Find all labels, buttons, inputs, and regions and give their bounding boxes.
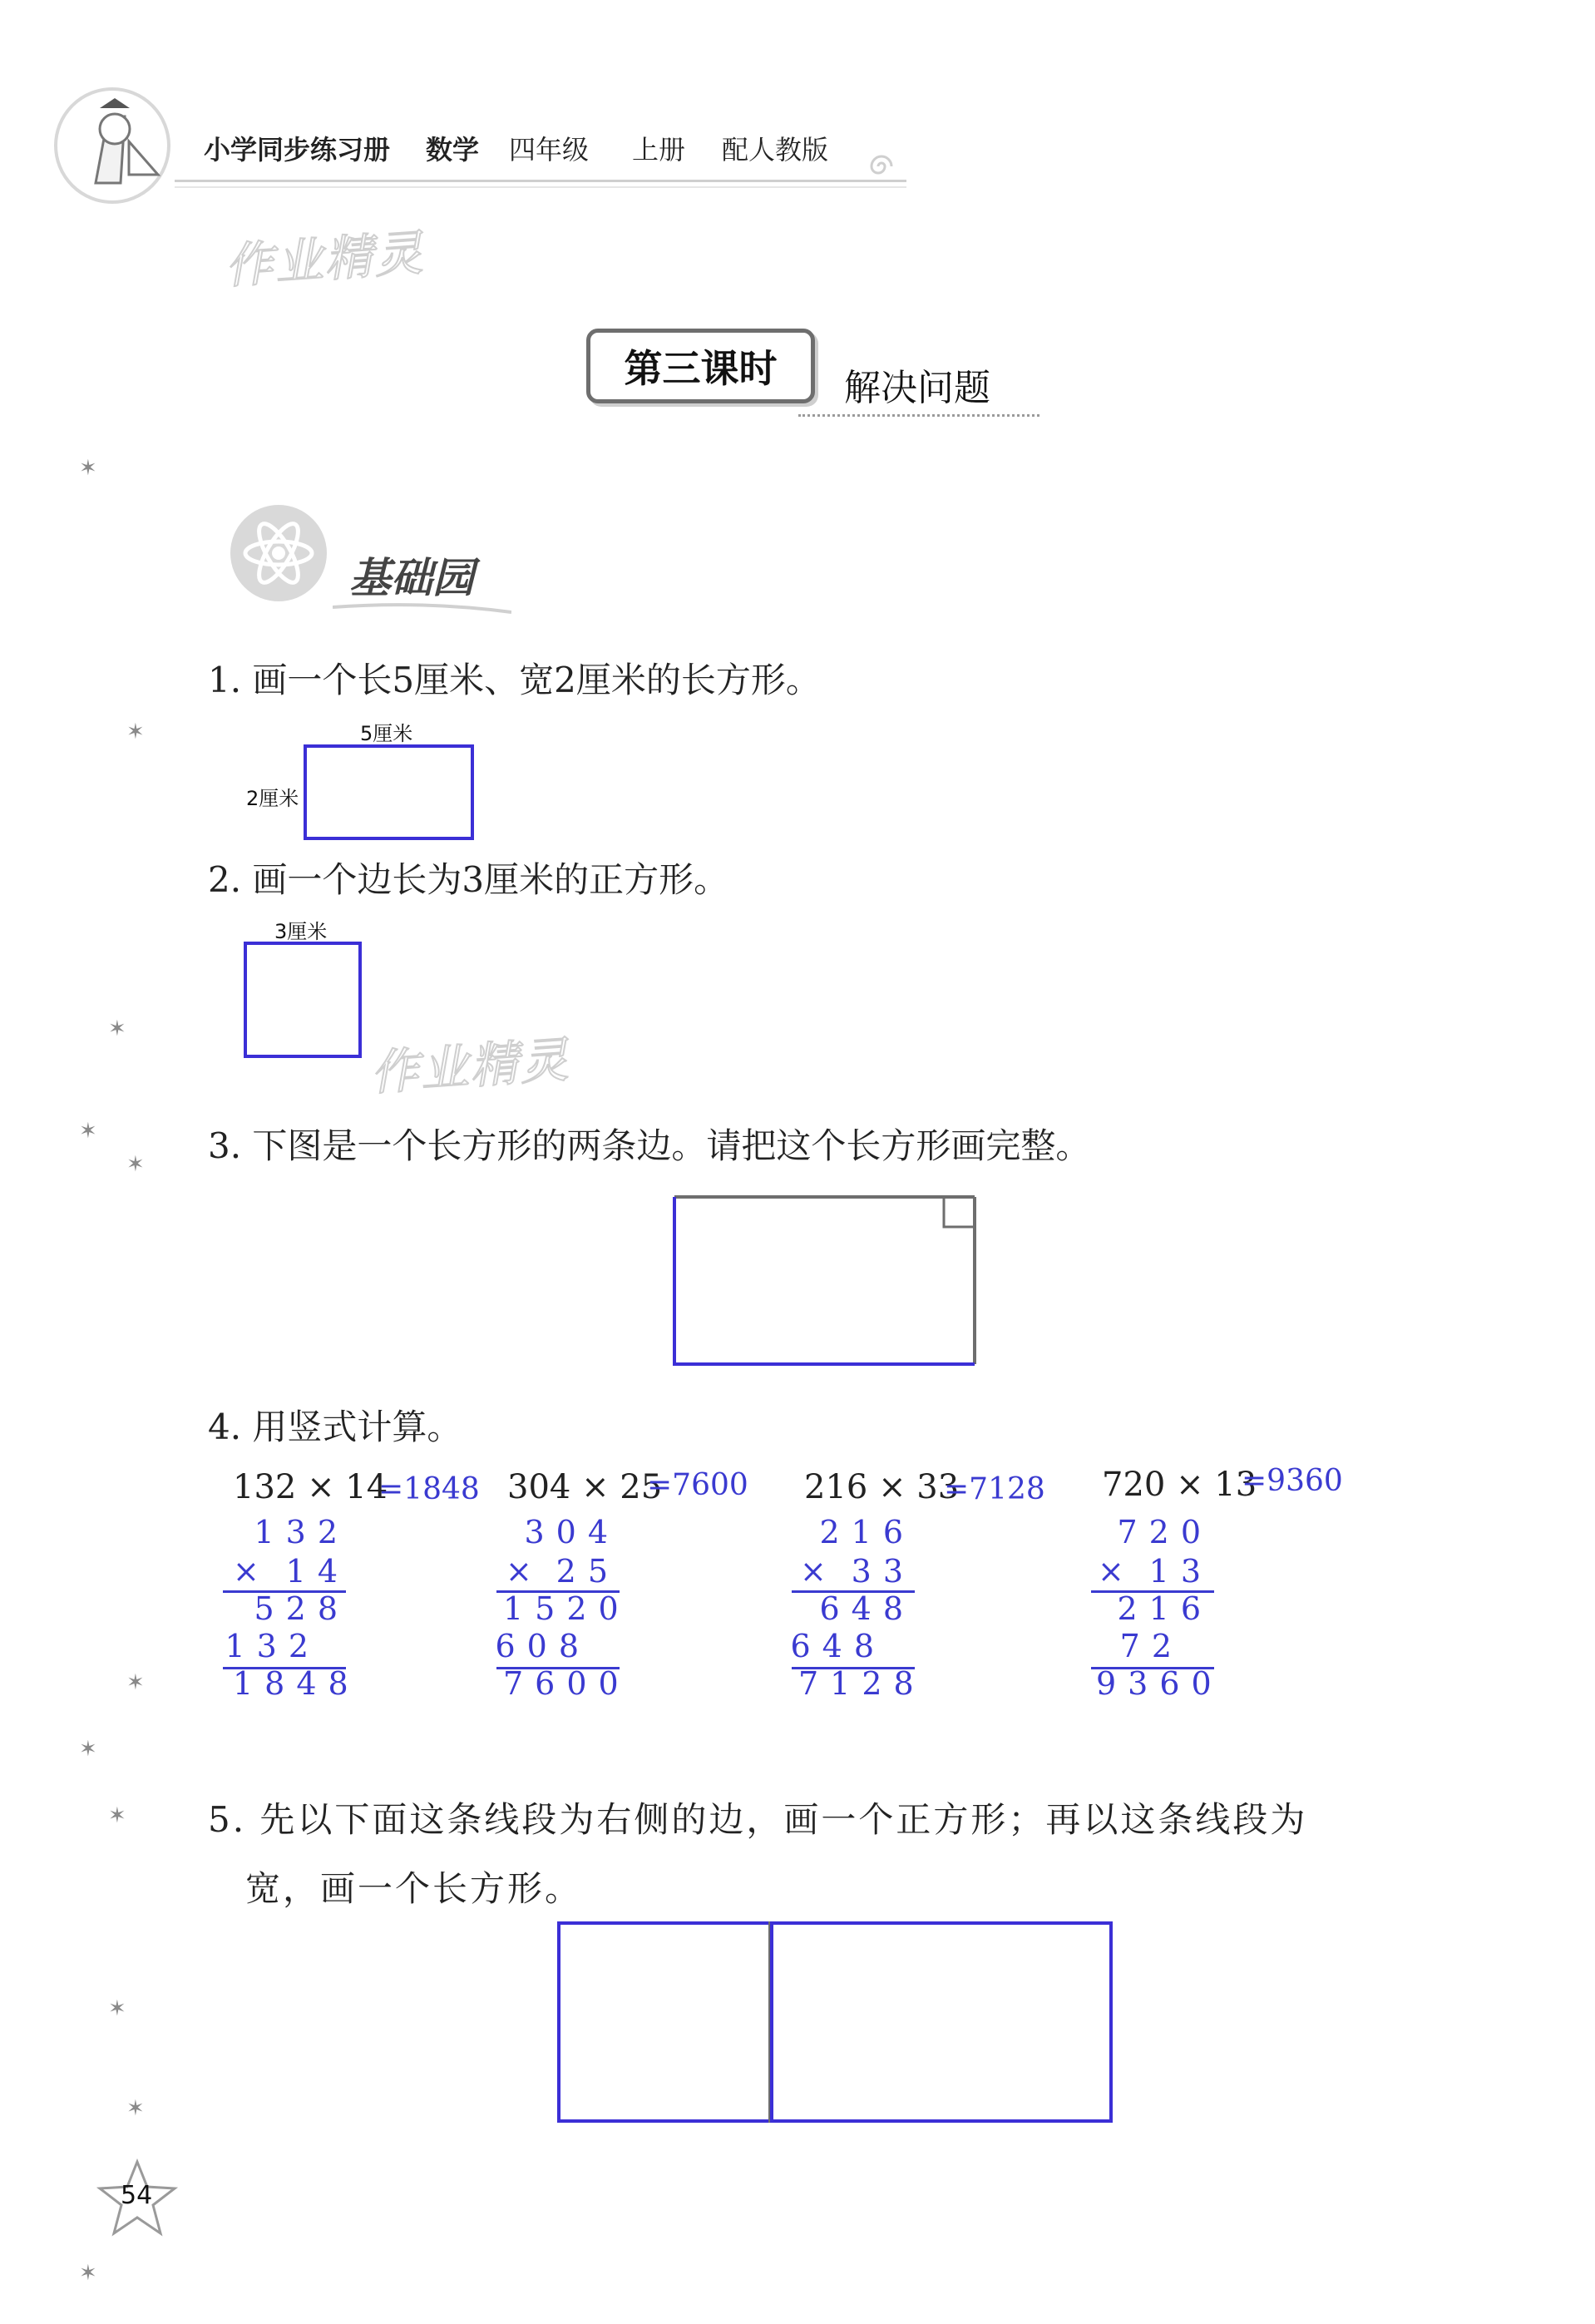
q4-result-4: 9360: [1096, 1665, 1223, 1702]
q4-mult-4: 13: [1148, 1553, 1212, 1590]
q4-p1-1: 528: [254, 1590, 349, 1627]
header-rule-secondary: [175, 186, 906, 188]
star-icon: ✶: [79, 1737, 97, 1762]
lesson-title-underline: [798, 414, 1039, 417]
q4-answer-2: =7600: [647, 1468, 748, 1502]
mascot-icon: [50, 83, 175, 208]
q4-times-3: ×: [800, 1553, 838, 1590]
q4-p1-4: 216: [1117, 1590, 1212, 1627]
lesson-number: 第三课时: [624, 346, 778, 391]
q4-expr-1: 132 × 14: [233, 1468, 388, 1506]
question-5-line-2: 宽，画一个长方形。: [245, 1868, 583, 1909]
q4-mult-2: 25: [556, 1553, 620, 1590]
question-2: 2. 画一个边长为3厘米的正方形。: [208, 859, 729, 900]
q1-drawn-rectangle: [304, 744, 474, 840]
header-grade: 四年级: [509, 134, 590, 166]
header-rule: [175, 180, 906, 182]
q4-times-2: ×: [506, 1553, 544, 1590]
question-5-line-1: 5. 先以下面这条线段为右侧的边，画一个正方形；再以这条线段为: [208, 1799, 1308, 1840]
q5-drawn-rectangle: [770, 1921, 1113, 2123]
q4-answer-3: =7128: [944, 1472, 1045, 1506]
watermark-middle: 作业精灵: [368, 1031, 572, 1102]
header-series: 小学同步练习册: [204, 134, 391, 166]
star-icon: ✶: [126, 1152, 145, 1177]
lesson-number-box: [586, 329, 815, 403]
star-icon: ✶: [79, 2261, 97, 2286]
q4-expr-2: 304 × 25: [507, 1468, 663, 1506]
q3-rectangle: [669, 1194, 977, 1370]
q4-expr-3: 216 × 33: [804, 1468, 960, 1506]
q4-p1-3: 648: [819, 1590, 915, 1627]
question-1: 1. 画一个长5厘米、宽2厘米的长方形。: [208, 660, 821, 700]
swirl-icon: [865, 150, 898, 186]
q4-p2-2: 608: [495, 1628, 590, 1664]
star-icon: ✶: [108, 1996, 126, 2021]
q4-p1-2: 1520: [503, 1590, 630, 1627]
star-icon: ✶: [108, 1803, 126, 1828]
section-title: 基础园: [349, 553, 474, 602]
q4-result-1: 1848: [233, 1665, 360, 1702]
q2-drawn-square: [244, 942, 362, 1058]
q4-result-3: 7128: [798, 1665, 926, 1702]
star-icon: ✶: [126, 719, 145, 744]
q4-times-1: ×: [233, 1553, 271, 1590]
q4-answer-4: =9360: [1242, 1464, 1343, 1498]
q4-top-4: 720: [1117, 1514, 1212, 1550]
q4-result-2: 7600: [503, 1665, 630, 1702]
q4-p2-3: 648: [790, 1628, 886, 1664]
q4-answer-1: =1848: [378, 1472, 480, 1506]
q4-p2-1: 132: [225, 1628, 320, 1664]
section-underline: [333, 599, 511, 616]
page-number: 54: [121, 2181, 153, 2210]
header-subject: 数学: [426, 134, 480, 166]
q1-length-label: 5厘米: [360, 722, 413, 745]
star-icon: ✶: [126, 2096, 145, 2121]
q4-top-3: 216: [819, 1514, 915, 1550]
q4-top-1: 132: [254, 1514, 349, 1550]
atom-icon: [225, 499, 333, 607]
star-icon: ✶: [79, 456, 97, 481]
header-edition: 配人教版: [722, 134, 829, 166]
q4-times-4: ×: [1098, 1553, 1136, 1590]
watermark-top: 作业精灵: [223, 224, 427, 295]
question-4: 4. 用竖式计算。: [208, 1407, 462, 1447]
lesson-title: 解决问题: [844, 367, 990, 409]
q4-mult-1: 14: [285, 1553, 349, 1590]
star-icon: ✶: [108, 1016, 126, 1041]
question-3: 3. 下图是一个长方形的两条边。请把这个长方形画完整。: [208, 1125, 1091, 1166]
q4-mult-3: 33: [851, 1553, 915, 1590]
q2-side-label: 3厘米: [274, 920, 328, 943]
star-icon: ✶: [79, 1119, 97, 1144]
q5-drawn-square: [557, 1921, 772, 2123]
q4-p2-4: 72: [1119, 1628, 1183, 1664]
star-icon: ✶: [126, 1670, 145, 1695]
q4-expr-4: 720 × 13: [1102, 1466, 1257, 1504]
header-volume: 上册: [632, 134, 686, 166]
q1-width-label: 2厘米: [246, 787, 299, 810]
q4-top-2: 304: [524, 1514, 620, 1550]
